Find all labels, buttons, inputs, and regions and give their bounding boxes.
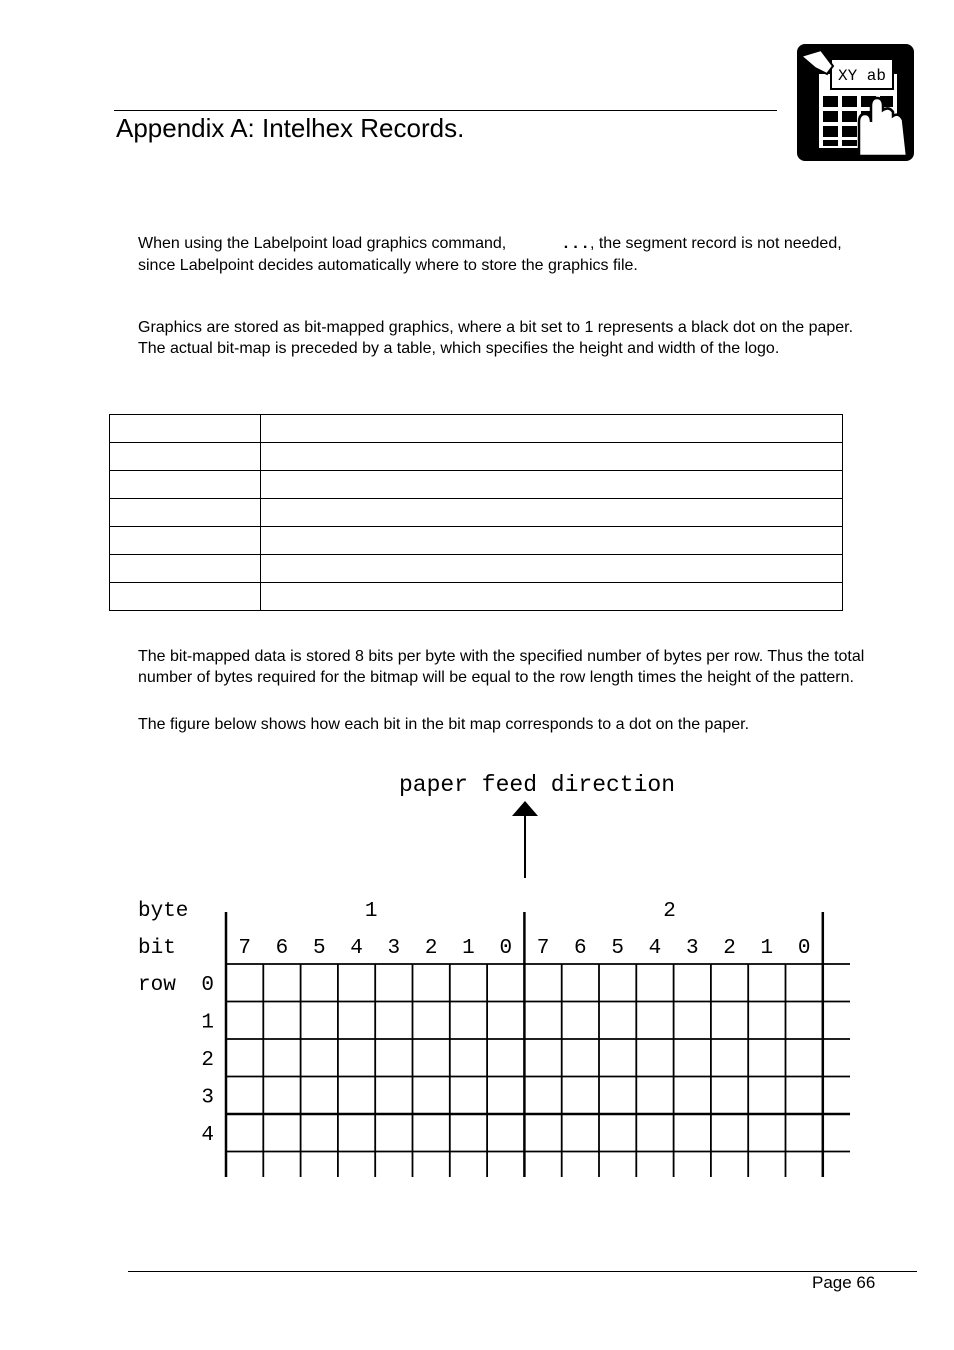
byte-label: byte <box>138 900 189 923</box>
bit-number: 0 <box>499 937 513 960</box>
bit-number: 7 <box>536 937 550 960</box>
bit-number: 6 <box>275 937 289 960</box>
bit-number: 1 <box>760 937 774 960</box>
bit-number: 5 <box>312 937 326 960</box>
paragraph-figure-intro: The figure below shows how each bit in the bit map corresponds to a dot on the paper. <box>138 716 750 733</box>
title-rule <box>114 110 777 111</box>
table-row <box>110 415 843 443</box>
logo-label: XY ab <box>837 67 887 85</box>
table-row <box>110 471 843 499</box>
bit-number: 7 <box>238 937 251 960</box>
table-row <box>110 499 843 527</box>
bit-number: 5 <box>611 937 624 960</box>
bitmap-header-table <box>109 414 843 611</box>
command-code: ... <box>561 235 590 253</box>
row-number: 1 <box>201 1011 214 1035</box>
row-label: row <box>138 974 176 997</box>
footer-rule <box>128 1271 917 1272</box>
bit-number: 2 <box>424 937 438 960</box>
bit-number: 0 <box>797 937 811 960</box>
page-number: Page 66 <box>812 1273 876 1292</box>
bit-map-figure <box>0 760 954 1190</box>
paragraph-text: , the segment record is not needed, since Labelpoint decides automatically where to store the graphics file. <box>138 235 842 274</box>
paper-feed-direction-label: paper feed direction <box>398 772 676 798</box>
bit-number: 4 <box>648 937 662 960</box>
feed-arrow-head <box>512 801 538 816</box>
paragraph-bitmap-graphics: Graphics are stored as bit-mapped graphics, where a bit set to 1 represents a black dot on the paper. The actual bit-map is preceded by a table, which specifies the height and width of the logo. <box>138 319 854 357</box>
table-row <box>110 555 843 583</box>
table-row <box>110 583 843 611</box>
bit-number: 6 <box>574 937 587 960</box>
paragraph-bitmap-data: The bit-mapped data is stored 8 bits per byte with the specified number of bytes per row. Thus the total number of bytes required for the bitmap will be equal to the row length times the height of the pattern. <box>138 648 865 686</box>
grid-labels <box>201 900 810 1147</box>
bit-number: 2 <box>723 937 736 960</box>
row-number: 3 <box>201 1086 214 1110</box>
table-row <box>110 443 843 471</box>
bit-label: bit <box>138 937 176 960</box>
page-title: Appendix A: Intelhex Records. <box>116 113 465 143</box>
bit-number: 4 <box>350 937 363 960</box>
byte-number: 2 <box>663 900 676 923</box>
bit-number: 3 <box>685 937 699 960</box>
table-row <box>110 527 843 555</box>
bit-number: 1 <box>462 937 475 960</box>
keypad-hand-icon <box>797 44 914 161</box>
paragraph-text: When using the Labelpoint load graphics command, <box>138 235 507 252</box>
row-number: 4 <box>201 1124 214 1147</box>
row-number: 2 <box>201 1049 214 1072</box>
row-number: 0 <box>201 974 214 997</box>
paragraph-load-graphics <box>115 233 878 276</box>
bit-number: 3 <box>387 937 401 960</box>
byte-number: 1 <box>364 900 378 923</box>
